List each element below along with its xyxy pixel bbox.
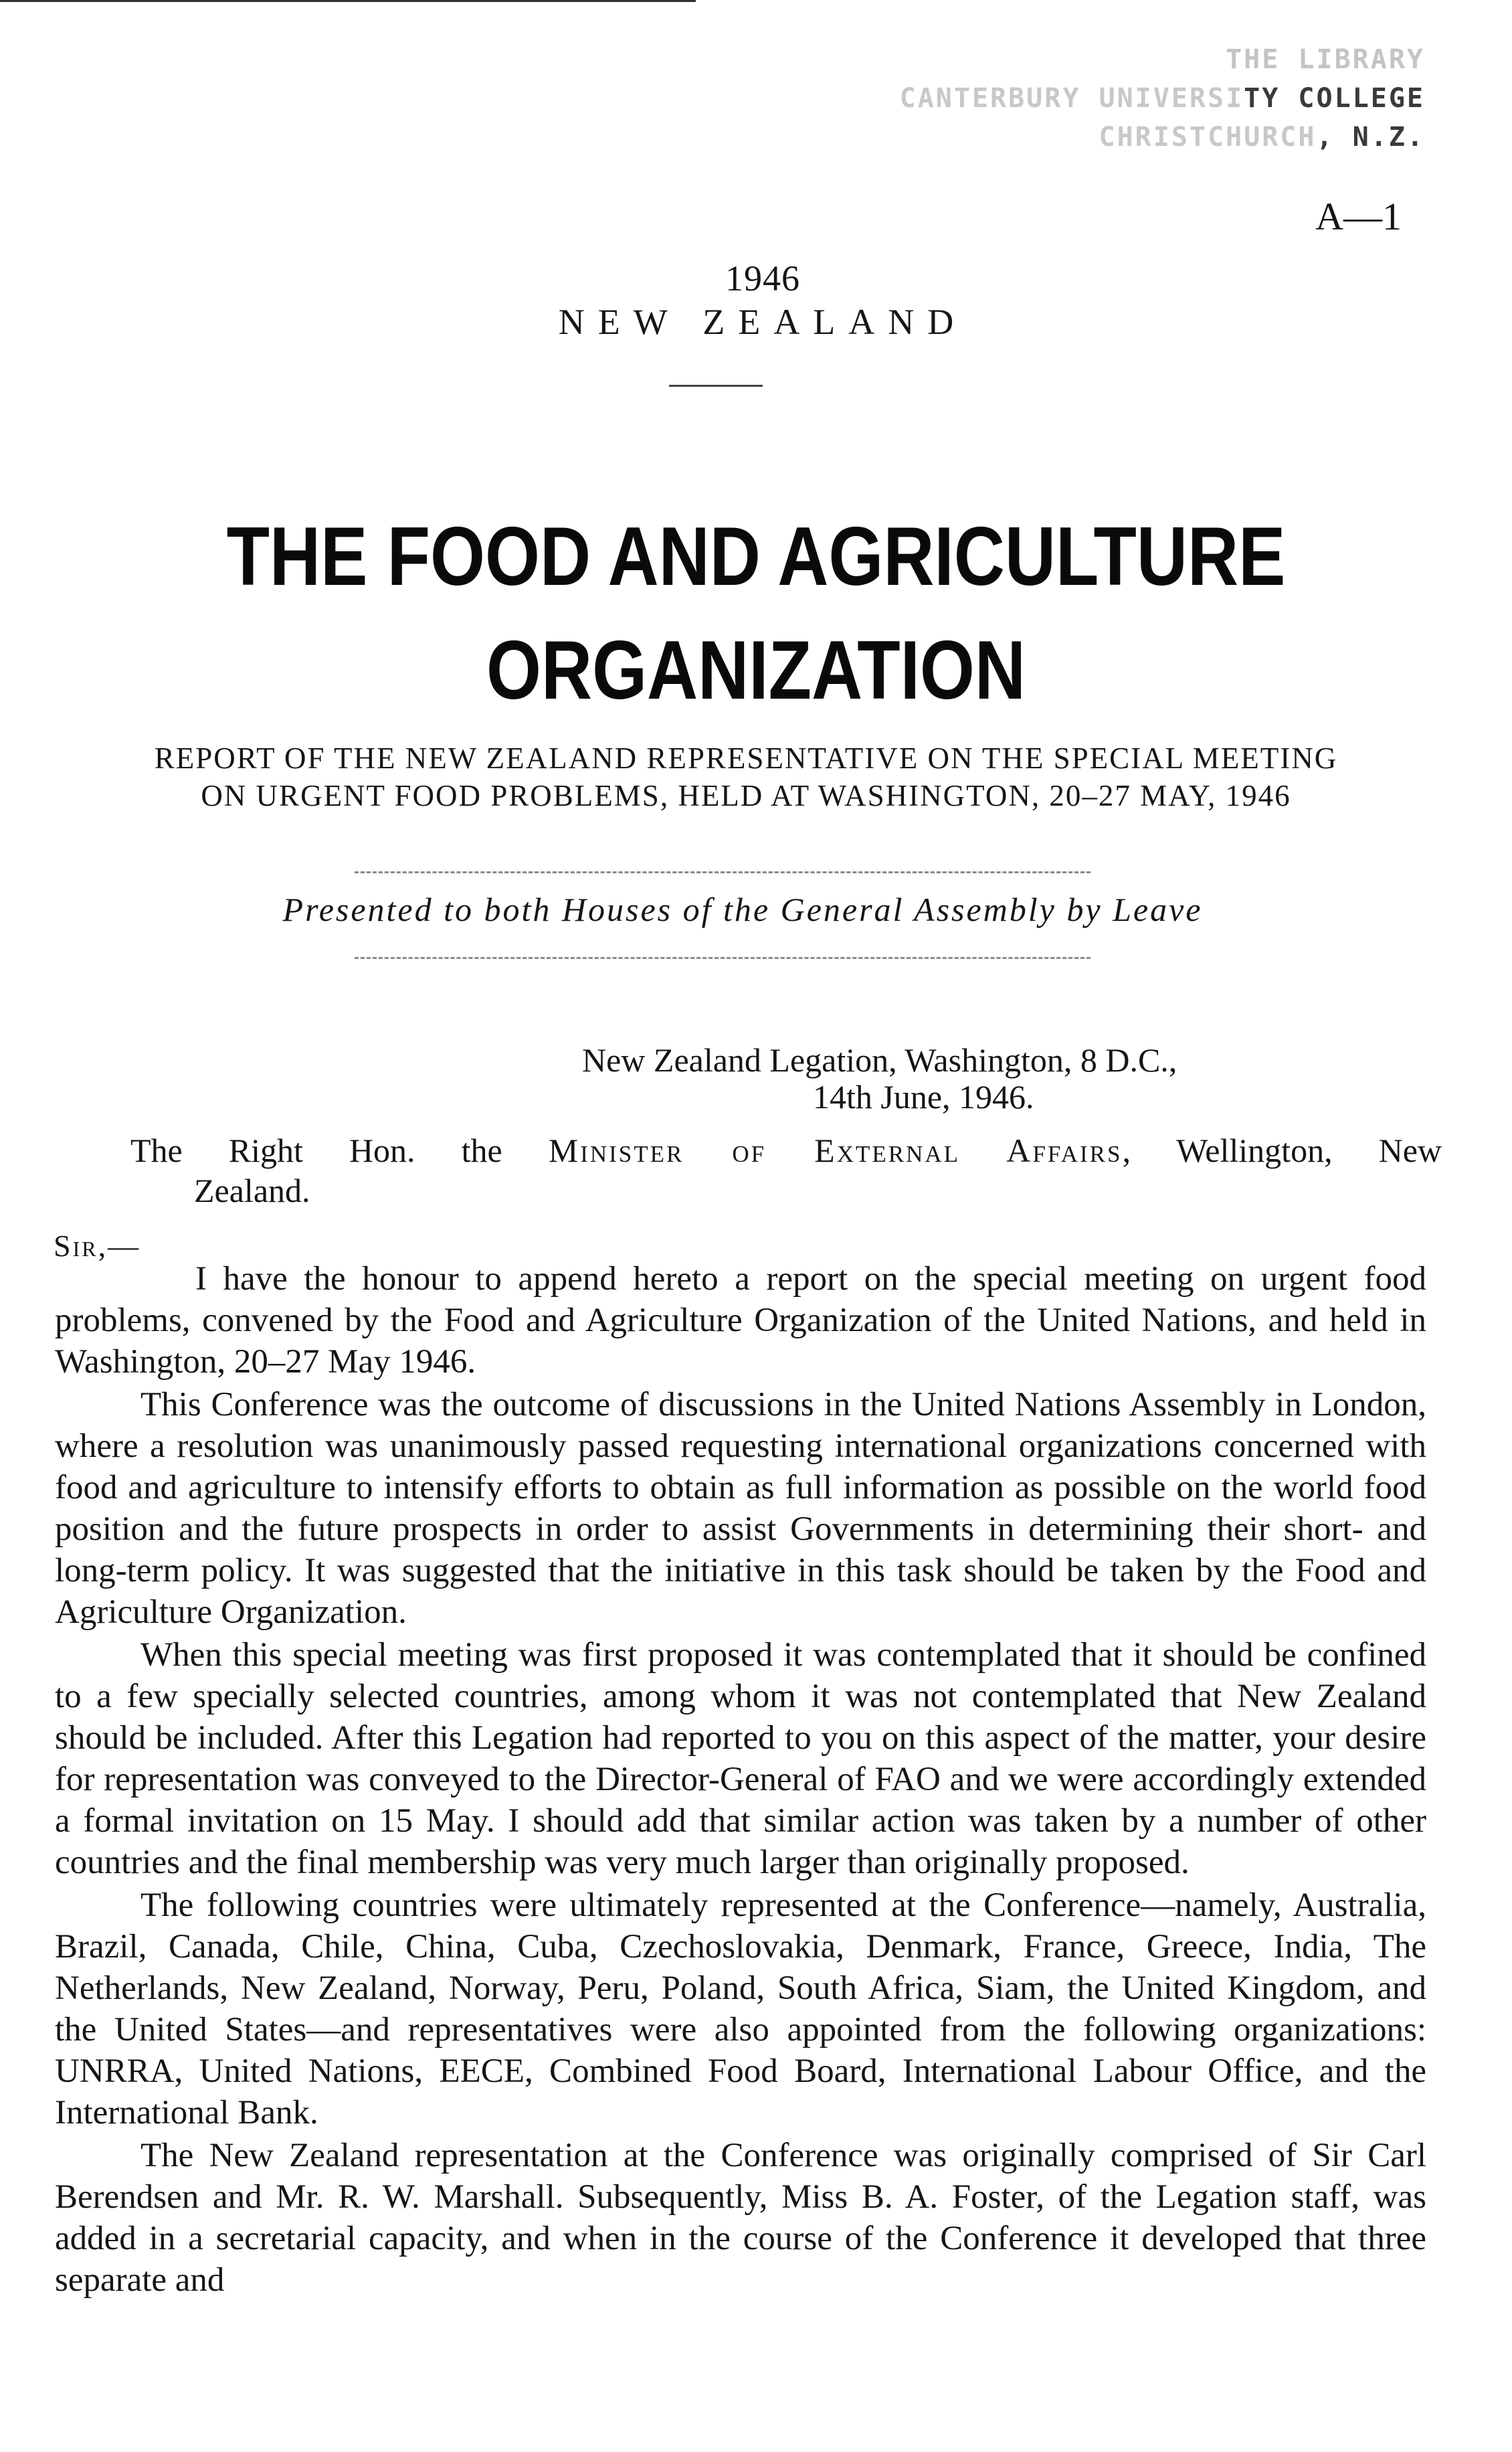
paragraph-1: I have the honour to append hereto a report on the special meeting on urgent food problems, convened by the Food and Agriculture Organization of the United Nations, and held in Washington, 20–27 May 1946. <box>55 1260 1426 1381</box>
salutation: Sir,— <box>54 1229 141 1263</box>
document-title-line-1: THE FOOD AND AGRICULTURE <box>226 511 1286 603</box>
stamp-line-3-faint: CHRISTCHURCH <box>1099 122 1317 153</box>
heading-rule <box>669 385 763 387</box>
subtitle-line-2: ON URGENT FOOD PROBLEMS, HELD AT WASHINGTON, 20–27 MAY, 1946 <box>201 779 1291 812</box>
report-subtitle <box>57 739 1435 814</box>
paragraph-4: The following countries were ultimately represented at the Conference—namely, Australia, Brazil, Canada, Chile, China, Cuba, Czechoslovakia, Denmark, France, Greece, India, The Netherlands, New Zealand, Norway, Peru, Poland, South Africa, Siam, the United Kingdom, and the United States—and representatives were also appointed from the following organizations: UNRRA, United Nations, EECE, Combined Food Board, International Labour Office, and the International Bank. <box>55 1887 1426 2131</box>
top-rule <box>0 0 696 2</box>
stamp-line-2-dark: TY COLLEGE <box>1244 83 1425 114</box>
subtitle-line-1: REPORT OF THE NEW ZEALAND REPRESENTATIVE ON THE SPECIAL MEETING <box>154 741 1338 775</box>
stamp-line-3 <box>900 118 1425 157</box>
stamp-line-2 <box>900 79 1425 118</box>
paper-number: A—1 <box>1315 195 1402 238</box>
letter-recipient-line-2: Zealand. <box>194 1172 310 1209</box>
letter-recipient <box>130 1131 1442 1170</box>
year: 1946 <box>725 258 800 298</box>
document-title-line-2: ORGANIZATION <box>486 624 1026 717</box>
recipient-suffix: , Wellington, New <box>1122 1132 1442 1169</box>
paragraph-3: When this special meeting was first proposed it was contemplated that it should be confined to a few specially selected countries, among whom it was not contemplated that New Zealand should be included. After this Legation had reported to you on this aspect of the matter, your desire for representation was conveyed to the Director-General of FAO and we were accordingly extended a formal invitation on 15 May. I should add that similar action was taken by a number of other countries and the final membership was very much larger than originally proposed. <box>55 1636 1426 1881</box>
letter-date: 14th June, 1946. <box>813 1078 1034 1116</box>
library-stamp <box>900 40 1425 157</box>
presented-line: Presented to both Houses of the General Assembly by Leave <box>282 891 1203 928</box>
letter-address-line-1: New Zealand Legation, Washington, 8 D.C., <box>582 1041 1177 1079</box>
paragraph-2: This Conference was the outcome of discussions in the United Nations Assembly in London, where a resolution was unanimously passed requesting international organizations concerned with food and agriculture to intensify efforts to obtain as full information as possible on the world food position and the future prospects in order to assist Governments in determining their short- and long-term policy. It was suggested that the initiative in this task should be taken by the Food and Agriculture Organization. <box>55 1386 1426 1631</box>
recipient-prefix: The Right Hon. the <box>130 1132 502 1169</box>
paragraph-5: The New Zealand representation at the Conference was originally comprised of Sir Carl Berendsen and Mr. R. W. Marshall. Subsequently, Miss B. A. Foster, of the Legation staff, was added in a secretarial capacity, and when in the course of the Conference it developed that three separate and <box>55 2137 1426 2299</box>
stamp-line-1: THE LIBRARY <box>1226 44 1425 75</box>
letter-body <box>55 1258 1426 2301</box>
dashed-rule-bottom <box>355 957 1091 959</box>
stamp-line-2-faint: CANTERBURY UNIVERSI <box>899 83 1244 114</box>
country-heading: NEW ZEALAND <box>558 302 967 342</box>
recipient-title: Minister of External Affairs <box>548 1132 1123 1169</box>
dashed-rule-top <box>355 871 1091 873</box>
stamp-line-3-dark: , N.Z. <box>1316 122 1425 153</box>
